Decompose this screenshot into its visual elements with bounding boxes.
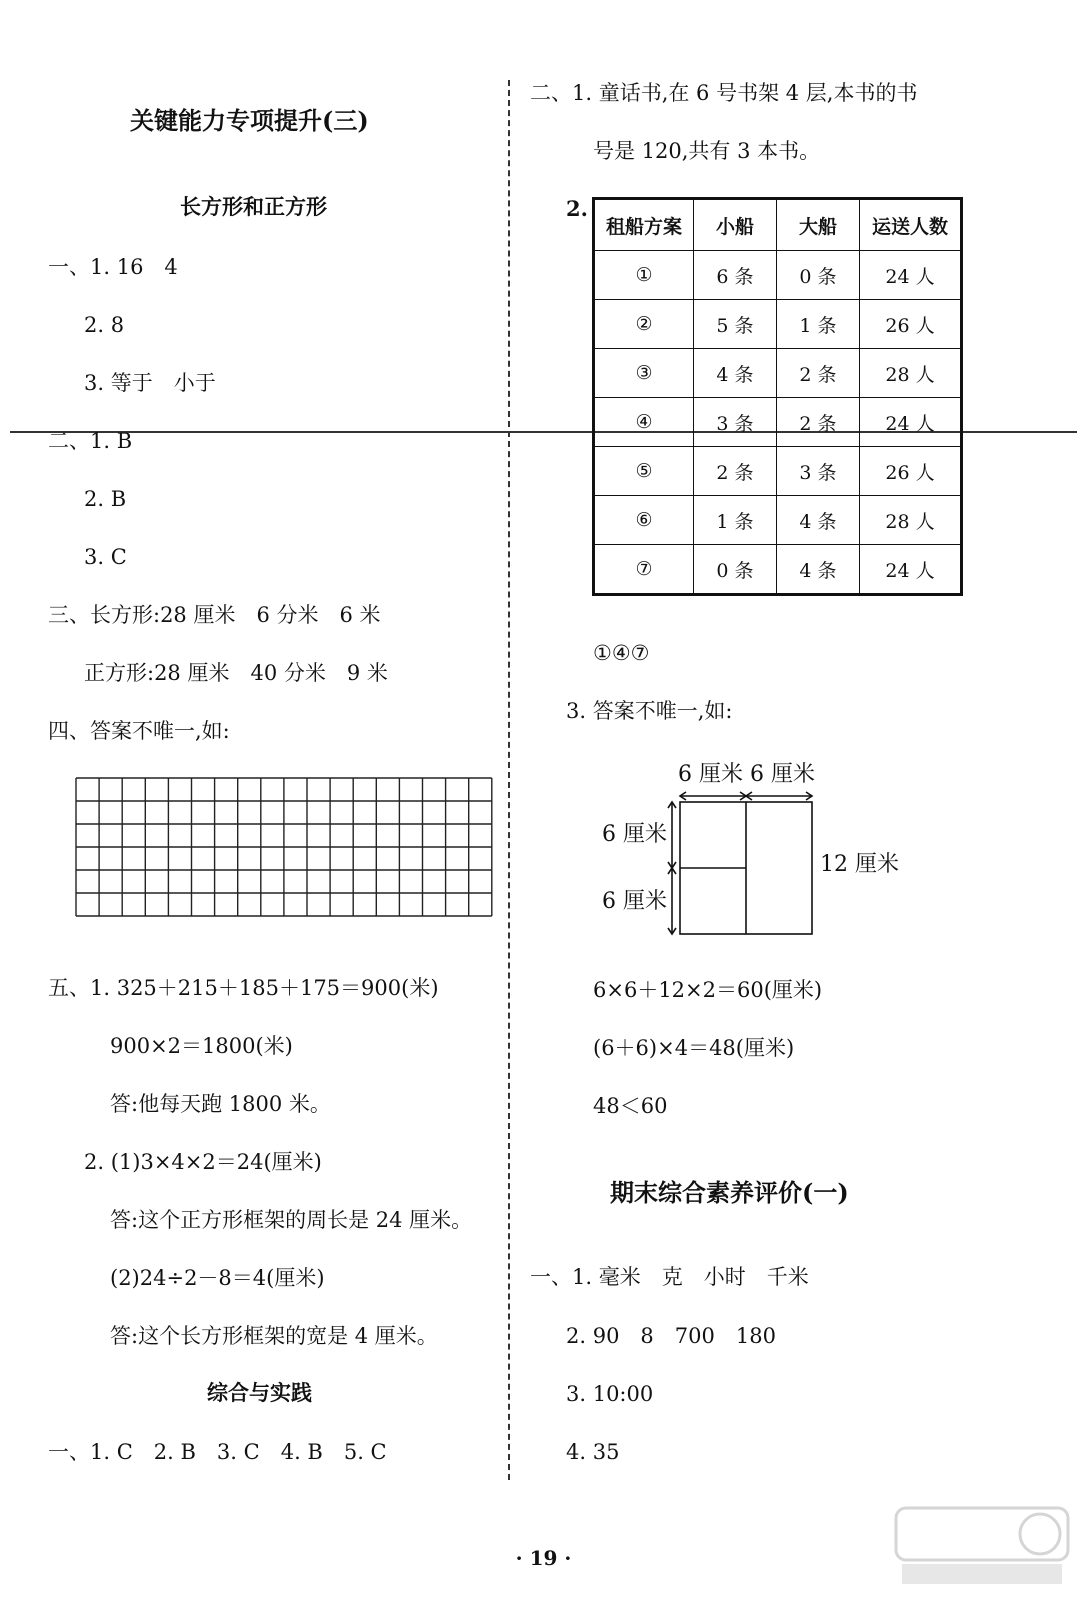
table-cell: 1 条 xyxy=(694,496,777,545)
table-cell: ② xyxy=(594,300,694,349)
table-header-cell: 运送人数 xyxy=(860,199,962,251)
dimension-label-right: 12 厘米 xyxy=(820,852,899,877)
table-cell: ① xyxy=(594,251,694,300)
grid-drawing xyxy=(75,777,493,917)
table-row xyxy=(594,496,962,545)
table-cell: 28 人 xyxy=(860,496,962,545)
table-cell: 4 条 xyxy=(777,545,860,595)
table-cell: 26 人 xyxy=(860,447,962,496)
page-number: · 19 · xyxy=(515,1546,572,1570)
table-cell: 2 条 xyxy=(777,398,860,447)
table-cell: ④ xyxy=(594,398,694,447)
table-header-cell: 租船方案 xyxy=(594,199,694,251)
answer-line: 2. 8 xyxy=(84,313,125,337)
table-cell: 0 条 xyxy=(694,545,777,595)
answer-line: (2)24÷2－8＝4(厘米) xyxy=(110,1266,325,1290)
answer-line: 三、长方形:28 厘米 6 分米 6 米 xyxy=(48,603,381,627)
answer-line: 五、1. 325＋215＋185＋175＝900(米) xyxy=(48,976,439,1000)
rectangle-figure xyxy=(666,790,820,940)
table-cell: 24 人 xyxy=(860,251,962,300)
table-header-cell: 小船 xyxy=(694,199,777,251)
answer-line: 答:这个正方形框架的周长是 24 厘米。 xyxy=(110,1208,473,1232)
answer-line: 答:这个长方形框架的宽是 4 厘米。 xyxy=(110,1324,438,1348)
answer-line: 2. (1)3×4×2＝24(厘米) xyxy=(84,1150,322,1174)
answer-line: 48＜60 xyxy=(593,1094,668,1118)
table-cell: 6 条 xyxy=(694,251,777,300)
answer-line: 二、1. 童话书,在 6 号书架 4 层,本书的书 xyxy=(530,81,918,105)
table-cell: ⑦ xyxy=(594,545,694,595)
answer-line: 一、1. 16 4 xyxy=(48,255,178,279)
question-number: 2. xyxy=(566,196,588,221)
table-row xyxy=(594,447,962,496)
watermark-logo xyxy=(892,1500,1072,1590)
answer-line: ①④⑦ xyxy=(593,641,650,665)
table-row xyxy=(594,300,962,349)
answer-line: 3. 答案不唯一,如: xyxy=(566,699,733,723)
answer-line: 一、1. 毫米 克 小时 千米 xyxy=(530,1265,809,1289)
table-row xyxy=(594,545,962,595)
answer-line: 一、1. C 2. B 3. C 4. B 5. C xyxy=(48,1440,387,1464)
table-cell: 0 条 xyxy=(777,251,860,300)
table-cell: 1 条 xyxy=(777,300,860,349)
dimension-label-top: 6 厘米 6 厘米 xyxy=(678,762,815,787)
answer-line: 二、1. B xyxy=(48,429,133,453)
section-title: 期末综合素养评价(一) xyxy=(610,1178,849,1207)
section-title: 关键能力专项提升(三) xyxy=(130,106,369,135)
table-row xyxy=(594,349,962,398)
table-cell: 24 人 xyxy=(860,545,962,595)
answer-line: 3. 10:00 xyxy=(566,1382,654,1406)
answer-line: 3. 等于 小于 xyxy=(84,371,216,395)
table-cell: 24 人 xyxy=(860,398,962,447)
boat-plan-table xyxy=(592,197,963,596)
answer-line: (6＋6)×4＝48(厘米) xyxy=(593,1036,795,1060)
answer-line: 4. 35 xyxy=(566,1440,620,1464)
answer-line: 号是 120,共有 3 本书。 xyxy=(593,139,821,163)
answer-line: 900×2＝1800(米) xyxy=(110,1034,293,1058)
table-cell: 2 条 xyxy=(777,349,860,398)
table-cell: 5 条 xyxy=(694,300,777,349)
answer-line: 2. B xyxy=(84,487,127,511)
table-cell: ⑥ xyxy=(594,496,694,545)
subsection-title: 长方形和正方形 xyxy=(180,194,327,219)
table-row xyxy=(594,251,962,300)
table-cell: 3 条 xyxy=(694,398,777,447)
subsection-title: 综合与实践 xyxy=(207,1380,312,1405)
answer-line: 正方形:28 厘米 40 分米 9 米 xyxy=(84,661,388,685)
answer-line: 2. 90 8 700 180 xyxy=(566,1324,776,1348)
table-header-cell: 大船 xyxy=(777,199,860,251)
answer-line: 6×6＋12×2＝60(厘米) xyxy=(593,978,823,1002)
table-cell: 28 人 xyxy=(860,349,962,398)
answer-line: 四、答案不唯一,如: xyxy=(48,719,230,743)
table-cell: ③ xyxy=(594,349,694,398)
table-header-row xyxy=(594,199,962,251)
table-row xyxy=(594,398,962,447)
column-divider xyxy=(508,80,510,1480)
dimension-label-left-top: 6 厘米 xyxy=(602,822,667,847)
answer-line: 3. C xyxy=(84,545,127,569)
table-cell: 4 条 xyxy=(694,349,777,398)
dimension-label-left-bottom: 6 厘米 xyxy=(602,889,667,914)
answer-line: 答:他每天跑 1800 米。 xyxy=(110,1092,331,1116)
table-cell: 26 人 xyxy=(860,300,962,349)
table-cell: 3 条 xyxy=(777,447,860,496)
table-cell: 4 条 xyxy=(777,496,860,545)
table-cell: ⑤ xyxy=(594,447,694,496)
table-cell: 2 条 xyxy=(694,447,777,496)
